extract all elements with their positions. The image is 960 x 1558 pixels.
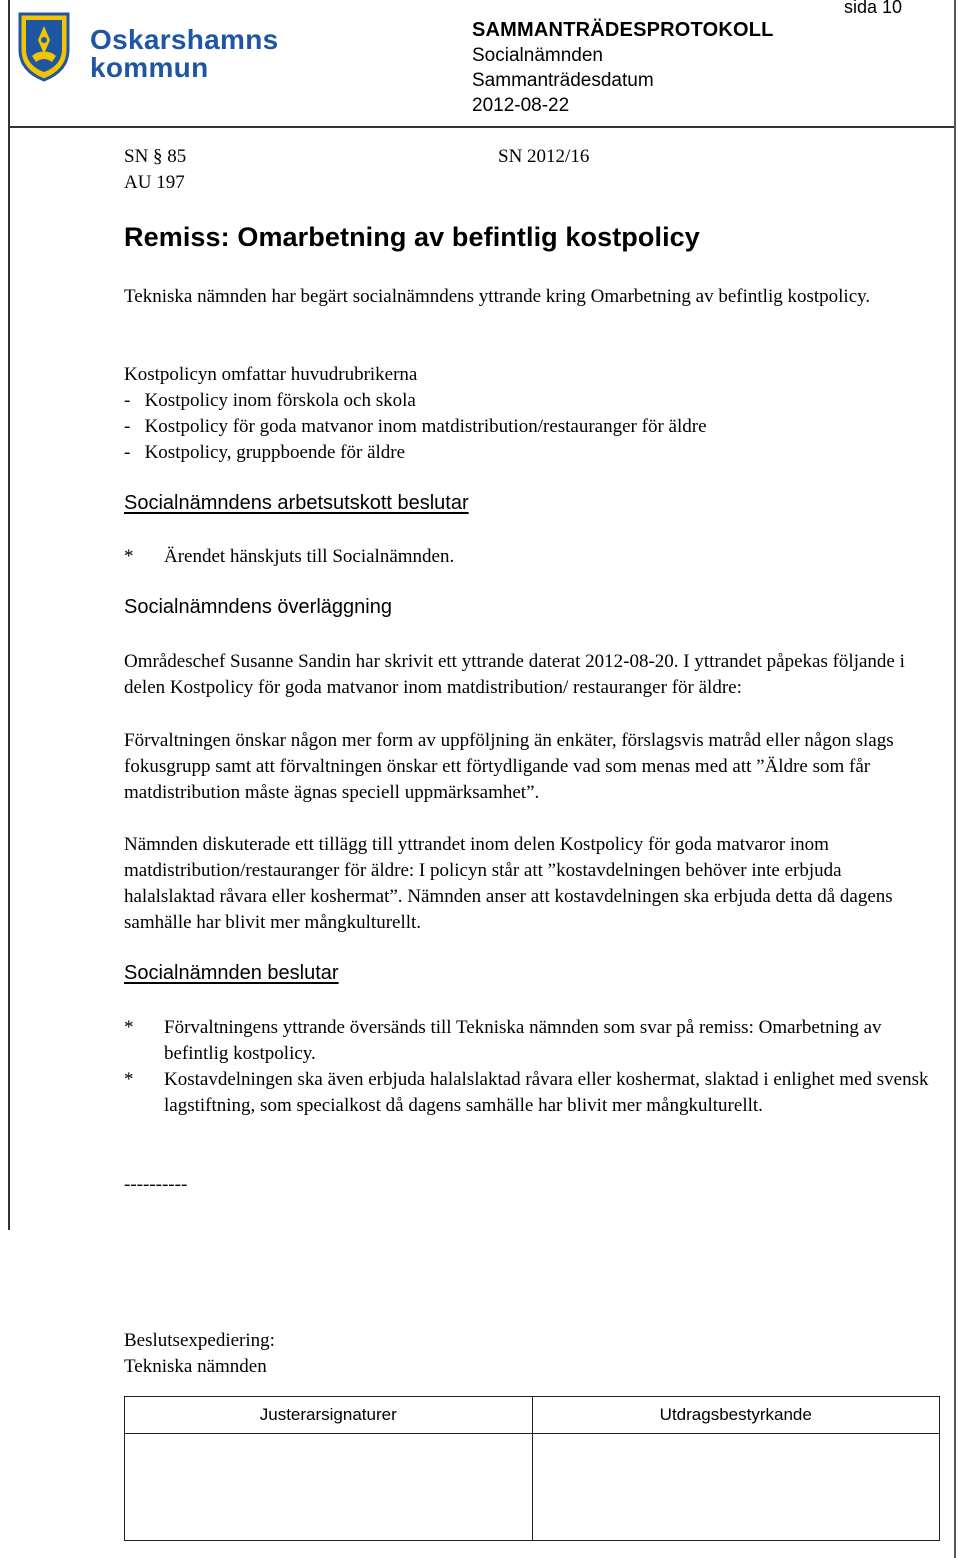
page-number: sida 10 bbox=[843, 0, 902, 17]
decision-text: Förvaltningens yttrande översänds till Tekniska nämnden som svar på remiss: Omarbetning av befintlig kostpolicy. bbox=[164, 1017, 882, 1064]
list-item bbox=[124, 1015, 932, 1067]
signatures-right-header: Utdragsbestyrkande bbox=[532, 1397, 940, 1434]
signature-table bbox=[124, 1396, 940, 1541]
bullet-mark: * bbox=[124, 1017, 134, 1038]
list-item: - Kostpolicy, gruppboende för äldre bbox=[124, 442, 406, 463]
au-decision-heading: Socialnämndens arbetsutskott beslutar bbox=[124, 492, 469, 514]
paragraph-refs bbox=[124, 144, 186, 196]
municipality-logo bbox=[16, 10, 279, 83]
au-decision-item bbox=[124, 544, 960, 570]
page-title: Remiss: Omarbetning av befintlig kostpolicy bbox=[124, 222, 700, 252]
dispatch-recipient: Tekniska nämnden bbox=[124, 1356, 267, 1377]
list-item bbox=[124, 1067, 932, 1119]
meeting-date: 2012-08-22 bbox=[472, 95, 570, 116]
signatures-left-header: Justerarsignaturer bbox=[125, 1397, 533, 1434]
coat-of-arms-icon bbox=[16, 10, 72, 82]
signature-cell-left[interactable] bbox=[125, 1434, 533, 1541]
section-separator: ---------- bbox=[124, 1174, 188, 1195]
case-number: SN 2012/16 bbox=[498, 146, 590, 167]
decision-heading: Socialnämnden beslutar bbox=[124, 962, 339, 984]
dispatch-block bbox=[124, 1328, 275, 1380]
bullet-mark: * bbox=[124, 546, 134, 567]
intro-paragraph: Tekniska nämnden har begärt socialnämndens yttrande kring Omarbetning av befintlig kostpolicy. bbox=[124, 286, 871, 307]
dispatch-label: Beslutsexpediering: bbox=[124, 1330, 275, 1351]
au-decision-text: Ärendet hänskjuts till Socialnämnden. bbox=[164, 546, 455, 567]
decision-list bbox=[124, 1015, 932, 1119]
au-reference: AU 197 bbox=[124, 172, 185, 193]
meeting-date-label: Sammanträdesdatum bbox=[472, 70, 654, 91]
bullet-mark: * bbox=[124, 1069, 134, 1090]
deliberation-p3: Nämnden diskuterade ett tillägg till yttrandet inom delen Kostpolicy för goda matvaror inom matdistribution/restauranger för äldre: I policyn står att ”kostavdelningen behöver inte erbjuda halalslaktad råvara eller koshermat”. Nämnden anser att kostavdelningen ska erbjuda detta då dagens samhälle har blivit mer mångkulturellt. bbox=[124, 834, 893, 933]
policy-section bbox=[124, 362, 924, 466]
signature-cell-right[interactable] bbox=[532, 1434, 940, 1541]
deliberation-p2: Förvaltningen önskar någon mer form av uppföljning än enkäter, förslagsvis matråd eller någon slags fokusgrupp samt att förvaltningen önskar ett förtydligande vad som menas med att ”Äldre som får matdistribution måste ägnas speciell uppmärksamhet”. bbox=[124, 730, 894, 803]
frame-left-rule bbox=[8, 0, 10, 1230]
frame-right-rule bbox=[954, 0, 956, 1558]
protocol-header bbox=[472, 18, 774, 118]
deliberation-heading: Socialnämndens överläggning bbox=[124, 596, 392, 618]
header-rule bbox=[8, 126, 955, 128]
deliberation-p1: Områdeschef Susanne Sandin har skrivit ett yttrande daterat 2012-08-20. I yttrandet påpekas följande i delen Kostpolicy för goda matvanor inom matdistribution/ restauranger för äldre: bbox=[124, 651, 905, 698]
sn-paragraph: SN § 85 bbox=[124, 146, 187, 167]
list-item: - Kostpolicy inom förskola och skola bbox=[124, 390, 416, 411]
doc-type: SAMMANTRÄDESPROTOKOLL bbox=[472, 19, 774, 41]
logo-wordmark: Oskarshamns kommun bbox=[90, 24, 279, 83]
decision-text: Kostavdelningen ska även erbjuda halalslaktad råvara eller koshermat, slaktad i enlighet med svensk lagstiftning, som specialkost då dagens samhälle har blivit mer mångkulturellt. bbox=[164, 1069, 929, 1116]
policy-lead: Kostpolicyn omfattar huvudrubrikerna bbox=[124, 364, 418, 385]
list-item: - Kostpolicy för goda matvanor inom matdistribution/restauranger för äldre bbox=[124, 416, 707, 437]
committee-name: Socialnämnden bbox=[472, 45, 603, 66]
